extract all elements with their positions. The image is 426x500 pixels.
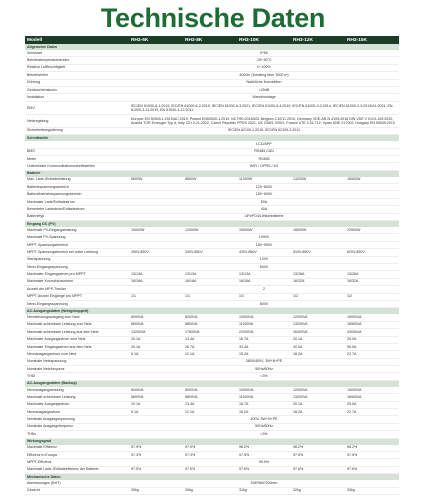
row-value: 97.3% (183, 451, 237, 458)
header-cell: RH3-12K (291, 36, 345, 44)
row-value: 10000VA (237, 387, 291, 394)
row-value: 11000VA (237, 394, 291, 401)
row-label: Batterietyp (25, 213, 129, 220)
row-value: 9.1A (129, 409, 183, 416)
row-value: 97.5% (129, 466, 183, 473)
table-row (25, 177, 399, 184)
row-value: 400V, 3W+N+PE (129, 416, 399, 423)
row-value: 16/16A (237, 278, 291, 285)
row-value: 18.2A (291, 351, 345, 358)
header-cell: RH3-10K (237, 36, 291, 44)
row-value: 10.1A (129, 336, 183, 343)
row-value: WIFI / GPRS / 4G (129, 163, 399, 170)
row-value: 8800VA (183, 394, 237, 401)
table-row (25, 79, 399, 86)
row-value: 538*560*200mm (129, 480, 399, 487)
header-cell: Modell (25, 36, 129, 44)
spec-table (25, 36, 399, 495)
row-value: 16/16A (183, 278, 237, 285)
row-value: 10.1A (129, 401, 183, 408)
row-value: 8000VA (183, 314, 237, 321)
row-label (25, 141, 129, 148)
table-row (25, 114, 399, 127)
section-title: Batterie (25, 170, 399, 177)
row-label: MPPT-Spannungsbereich (25, 241, 129, 248)
row-value: 50A (129, 198, 399, 205)
row-label: Nennausgangsstrom (25, 409, 129, 416)
section-title: Eingang DC (PV) (25, 221, 399, 228)
row-label: Maximaler Kurzschlussstrom (25, 278, 129, 285)
row-label: Abmessungen (BHT) (25, 480, 129, 487)
section-title: Allgemeine Daten (25, 44, 399, 50)
row-value: 16.7A (237, 336, 291, 343)
row-label: MPPT-Effizienz (25, 459, 129, 466)
row-value: 6000VA (129, 314, 183, 321)
table-row (25, 409, 399, 416)
row-label: Batteriespannungsbereich (25, 184, 129, 191)
row-value: 12000VA (291, 314, 345, 321)
row-value: 1/1 (129, 293, 183, 300)
row-label: Anzahl der MPP-Tracker (25, 286, 129, 293)
row-value: <25dB (129, 86, 399, 93)
row-value: -25~60°C (129, 57, 399, 64)
row-value: 10000W (129, 227, 183, 234)
row-value: 33.4A (237, 343, 291, 350)
row-value: 9.1A (129, 351, 183, 358)
row-label: BMS (25, 148, 129, 155)
row-label: Schutzart (25, 50, 129, 57)
row-label: Maximale Effizienz (25, 445, 129, 452)
row-value: 16500VA (345, 394, 399, 401)
row-value: 6600W (129, 177, 183, 184)
row-value: 150~600V (129, 191, 399, 198)
table-row (25, 293, 399, 300)
row-value: 1/2 (291, 293, 345, 300)
row-value: 6000VA (129, 387, 183, 394)
row-value: Wandmontage (129, 94, 399, 101)
row-value: 13200VA (291, 321, 345, 328)
row-value: 26.7A (183, 343, 237, 350)
table-row (25, 459, 399, 466)
row-label: Unterstützte Kommunikationsschnittstellen (25, 163, 129, 170)
row-value: 16500W (345, 177, 399, 184)
row-label: Maximaler Eingangsstrom aus dem Netz (25, 343, 129, 350)
row-label: Nominale Netzfrequenz (25, 366, 129, 373)
row-value: 13/13A (183, 271, 237, 278)
table-row (25, 373, 399, 380)
row-label: MPPT Anzahl Eingänge pro MPPT (25, 293, 129, 300)
row-label: Maximale PV-Spannung (25, 234, 129, 241)
row-label: Relative Luftfeuchtigkeit (25, 64, 129, 71)
row-value: 13/26A (345, 271, 399, 278)
row-label: Gewicht (25, 487, 129, 494)
row-value: 16500VA (345, 321, 399, 328)
row-label: Maximaler Lade/Entladestrom (25, 198, 129, 205)
row-value: 22.7A (345, 351, 399, 358)
row-value: 97.5% (237, 451, 291, 458)
table-header-row (25, 36, 399, 44)
row-value: 18000W (291, 227, 345, 234)
row-value: 6600VA (129, 394, 183, 401)
row-value: 12.1A (183, 409, 237, 416)
row-label: Batteriebetriebsspannungsbereich (25, 191, 129, 198)
table-row (25, 401, 399, 408)
table-row (25, 256, 399, 263)
row-label: Geräuschemission (25, 86, 129, 93)
table-row (25, 57, 399, 64)
section-title: Mechanische Daten (25, 474, 399, 481)
table-row (25, 445, 399, 452)
row-value: 4000m (Derating über 3000 m) (129, 72, 399, 79)
row-value: LCD/APP (129, 141, 399, 148)
table-row (25, 127, 399, 134)
row-value: 430V-850V (237, 249, 291, 256)
row-label: Maximale scheinbare Leistung zum Netz (25, 321, 129, 328)
section-title: AC-Ausgangsdaten (Netzgekoppelt) (25, 308, 399, 315)
row-value: 40.0A (291, 343, 345, 350)
row-value: 380V/400V, 3W+N+PE (129, 358, 399, 365)
row-value: 20.1A (129, 343, 183, 350)
row-value: 15000VA (345, 387, 399, 394)
row-value: 31kg (237, 487, 291, 494)
row-label: Maximale scheinbare Leistung aus dem Netz (25, 329, 129, 336)
section-title: Schnittstelle (25, 135, 399, 142)
table-row (25, 198, 399, 205)
table-row (25, 487, 399, 494)
row-label: Nennausgangsleistung (25, 387, 129, 394)
row-value: IEC/EN 61000-6-1:2019, IEC/EN 61000-6-2:2019, IEC/EN 61000-6-3:2021, IEC/EN 61000-6-4:2019, IEC/EN 61000-3-2:2014, IEC/EN 61000-3-3:2013/A1:2021, EN 61000-3-11:2019, EN 61000-3-12:2011 (129, 101, 399, 114)
row-label: Maximale Lade-/Entladeeffizienz der Batterie (25, 466, 129, 473)
row-value: 600V (129, 263, 399, 270)
row-value: 25.0A (345, 336, 399, 343)
row-label: Startspannung (25, 256, 129, 263)
row-value: 13/13A (129, 271, 183, 278)
row-label: Nominale Netzspannung (25, 358, 129, 365)
row-label: Installation (25, 94, 129, 101)
row-label: Betriebshöhe (25, 72, 129, 79)
row-value: 15.2A (237, 409, 291, 416)
table-row (25, 141, 399, 148)
row-value: 97.6% (291, 466, 345, 473)
row-value: 98.2% (237, 445, 291, 452)
table-row (25, 343, 399, 350)
row-value: 97.3% (129, 451, 183, 458)
row-label: EMV (25, 101, 129, 114)
row-value: 17600VA (183, 329, 237, 336)
row-value: 1/1 (237, 293, 291, 300)
row-value: 10000VA (237, 314, 291, 321)
row-label: Netzregelung (25, 114, 129, 127)
table-row (25, 184, 399, 191)
table-row (25, 101, 399, 114)
table-row (25, 263, 399, 270)
spec-table-body (25, 44, 399, 494)
row-value: 98.2% (345, 445, 399, 452)
row-value: Europa: EN 50549-1:2019/AC:2019, Poland EN50549-1:2019, NC RfG:2016/631 Belgium C10/11 2019, Germany VDE-AR-N 4105:2018 DIN VDE V 0124-100:2020, Austria TOR Erzeuger Typ A, Italy CEI 0-21:2022, Czech Republic PPDS 2021, UK G98/1 G99/1, France UTE C15-712, Spain UNE 217002, Hungary EN 50549:2019 (129, 114, 399, 127)
row-value: 250V-850V (129, 249, 183, 256)
header-cell: RH3-15K (345, 36, 399, 44)
row-value: 16/16A (129, 278, 183, 285)
row-value: 97.6% (237, 466, 291, 473)
table-row (25, 241, 399, 248)
row-value: Natürliche Konvektion (129, 79, 399, 86)
row-value: 97.9% (129, 445, 183, 452)
row-value: 33000VA (345, 329, 399, 336)
row-value: 510V-850V (291, 249, 345, 256)
table-row (25, 86, 399, 93)
row-value: 12000VA (291, 387, 345, 394)
table-row (25, 271, 399, 278)
row-value: 600V (129, 300, 399, 307)
row-value: 1000V (129, 234, 399, 241)
table-row (25, 50, 399, 57)
row-value: 11000VA (237, 321, 291, 328)
row-label: Nominale Ausgangsfrequenz (25, 423, 129, 430)
row-value: 50Hz/60Hz (129, 366, 399, 373)
row-value: 330V-850V (183, 249, 237, 256)
row-value: 13.4A (183, 336, 237, 343)
row-value: 16/32A (345, 278, 399, 285)
row-value: 16/32A (291, 278, 345, 285)
row-value: LiFePO4/Lithiumbatterie (129, 213, 399, 220)
row-label: Nennleistungsausgang zum Netz (25, 314, 129, 321)
table-row (25, 321, 399, 328)
row-value: 97.9% (183, 445, 237, 452)
row-value: <3% (129, 431, 399, 438)
row-value: 13200VA (129, 329, 183, 336)
row-value: 13200VA (291, 394, 345, 401)
table-row (25, 286, 399, 293)
table-row (25, 234, 399, 241)
row-label: Meter (25, 155, 129, 162)
row-value: 125~600V (129, 184, 399, 191)
row-label: Nennausgangsstrom zum Netz (25, 351, 129, 358)
section-title: Wirkungsgrad (25, 438, 399, 445)
row-label: Nenn-Eingangsspannung (25, 300, 129, 307)
row-value: 22.7A (345, 409, 399, 416)
row-value: 11000W (237, 177, 291, 184)
row-value: 13/26A (291, 271, 345, 278)
row-value: IEC/EN 62109-1:2010, IEC/EN 62109-2:2011 (129, 127, 399, 134)
row-value: IP65 (129, 50, 399, 57)
row-value: 1/2 (345, 293, 399, 300)
row-value: 20.1A (291, 336, 345, 343)
row-value: 620V-850V (345, 249, 399, 256)
row-value: 13200W (291, 177, 345, 184)
row-value: 1/1 (183, 293, 237, 300)
table-row (25, 480, 399, 487)
row-label: THDi (25, 373, 129, 380)
row-value: RS485 (129, 155, 399, 162)
table-row (25, 249, 399, 256)
row-value: 8800W (183, 177, 237, 184)
row-label: Nenn-Eingangsspannung (25, 263, 129, 270)
row-value: 13.4A (183, 401, 237, 408)
row-value: 97.5% (291, 451, 345, 458)
row-label: Betriebstemperaturbereich (25, 57, 129, 64)
row-value: 15000W (237, 227, 291, 234)
row-value: 6600VA (129, 321, 183, 328)
row-value: 26400VA (291, 329, 345, 336)
row-label: Max. Lade-/Entladeleistung (25, 177, 129, 184)
row-value: 18.2A (291, 409, 345, 416)
table-row (25, 366, 399, 373)
row-label: Bewerteter Ladestrom/Entladestrom (25, 206, 129, 213)
table-row (25, 431, 399, 438)
table-row (25, 155, 399, 162)
row-value: 120V (129, 256, 399, 263)
row-value: 33kg (345, 487, 399, 494)
table-row (25, 300, 399, 307)
row-value: 12.1A (183, 351, 237, 358)
row-value: 50.0A (345, 343, 399, 350)
row-value: 16.7A (237, 401, 291, 408)
row-value: 12000W (183, 227, 237, 234)
table-row (25, 336, 399, 343)
row-label: Effizienz in Europa (25, 451, 129, 458)
row-value: 30kg (183, 487, 237, 494)
table-row (25, 213, 399, 220)
row-label: Maximaler Ausgangsstrom zum Netz (25, 336, 129, 343)
row-label: THDv (25, 431, 129, 438)
row-value: 0~100% (129, 64, 399, 71)
row-label: Maximale scheinbare Leistung (25, 394, 129, 401)
row-label: Sicherheitsregulierung (25, 127, 129, 134)
table-row (25, 387, 399, 394)
row-value: 40A (129, 206, 399, 213)
header-cell: RH3-6K (129, 36, 183, 44)
row-value: 30kg (129, 487, 183, 494)
row-value: 15000VA (345, 314, 399, 321)
table-row (25, 278, 399, 285)
row-value: 22500W (345, 227, 399, 234)
row-label: MPPT-Spannungsbereich bei voller Leistung (25, 249, 129, 256)
row-value: 8800VA (183, 321, 237, 328)
row-label: Nominale Ausgangsspannung (25, 416, 129, 423)
row-value: RS485,CAN (129, 148, 399, 155)
table-row (25, 358, 399, 365)
section-title: AC-Ausgangsdaten (Backup) (25, 380, 399, 387)
row-label: Maximaler Eingangsstrom pro MPPT (25, 271, 129, 278)
row-value: 98.2% (291, 445, 345, 452)
table-row (25, 72, 399, 79)
header-cell: RH3-8K (183, 36, 237, 44)
row-value: 32kg (291, 487, 345, 494)
table-row (25, 451, 399, 458)
table-row (25, 466, 399, 473)
row-value: 97.5% (345, 451, 399, 458)
table-row (25, 94, 399, 101)
row-value: 2 (129, 286, 399, 293)
row-value: 99.9% (129, 459, 399, 466)
table-row (25, 314, 399, 321)
table-row (25, 163, 399, 170)
table-row (25, 416, 399, 423)
table-row (25, 227, 399, 234)
row-value: 15.2A (237, 351, 291, 358)
table-row (25, 64, 399, 71)
page-title: Technische Daten (100, 3, 326, 33)
row-value: 97.6% (345, 466, 399, 473)
row-value: 20.1A (291, 401, 345, 408)
table-row (25, 351, 399, 358)
row-value: 97.5% (183, 466, 237, 473)
row-value: 13/13A (237, 271, 291, 278)
row-value: 180~950V (129, 241, 399, 248)
table-row (25, 329, 399, 336)
row-label: Kühlung (25, 79, 129, 86)
table-row (25, 423, 399, 430)
row-value: 25.0A (345, 401, 399, 408)
table-row (25, 394, 399, 401)
table-row (25, 206, 399, 213)
row-value: 22000VA (237, 329, 291, 336)
row-value: 50Hz/60Hz (129, 423, 399, 430)
table-row (25, 148, 399, 155)
row-value: <3% (129, 373, 399, 380)
row-label: Maximale PV-Eingangsleistung (25, 227, 129, 234)
row-label: Maximaler Ausgangsstrom (25, 401, 129, 408)
row-value: 8000VA (183, 387, 237, 394)
table-row (25, 191, 399, 198)
